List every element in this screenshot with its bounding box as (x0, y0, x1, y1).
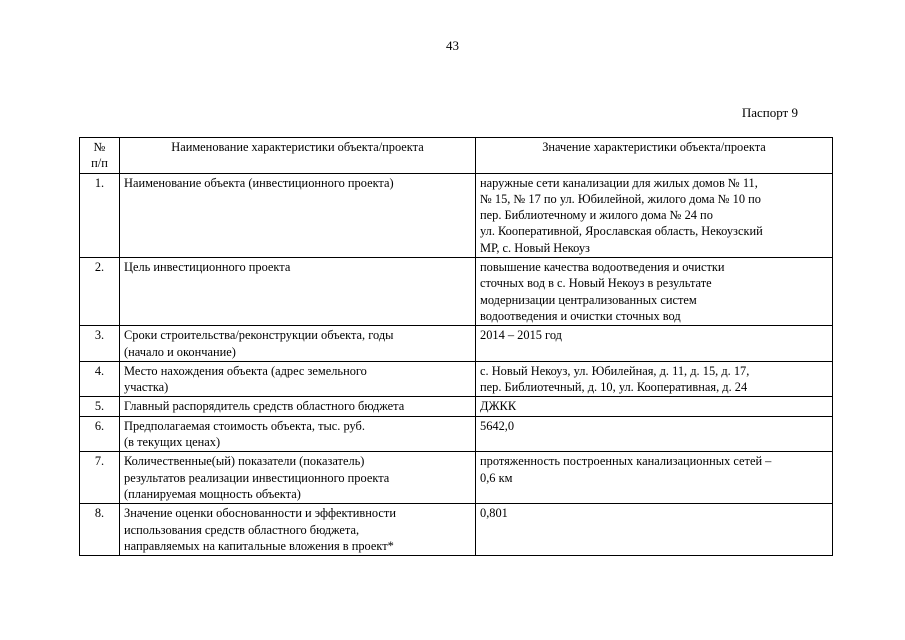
row-value: 0,801 (476, 504, 833, 556)
table-body (80, 173, 833, 556)
header-row (80, 138, 833, 174)
row-characteristic: Наименование объекта (инвестиционного проекта) (120, 173, 476, 257)
row-number: 6. (80, 416, 120, 452)
table-row (80, 361, 833, 397)
row-characteristic: Главный распорядитель средств областного бюджета (120, 397, 476, 416)
row-characteristic: Место нахождения объекта (адрес земельного участка) (120, 361, 476, 397)
row-number: 1. (80, 173, 120, 257)
page-number: 43 (446, 38, 459, 53)
table-row (80, 326, 833, 362)
row-characteristic: Предполагаемая стоимость объекта, тыс. руб. (в текущих ценах) (120, 416, 476, 452)
table-header (80, 138, 833, 174)
row-number: 5. (80, 397, 120, 416)
table-row (80, 258, 833, 326)
row-number: 3. (80, 326, 120, 362)
row-value: наружные сети канализации для жилых домов № 11, № 15, № 17 по ул. Юбилейной, жилого дома № 10 по пер. Библиотечному и жилого дома № 24 по ул. Кооперативной, Ярославская область, Некоузский МР, с. Новый Некоуз (476, 173, 833, 257)
row-characteristic: Количественные(ый) показатели (показатель) результатов реализации инвестиционного проекта (планируемая мощность объекта) (120, 452, 476, 504)
table-row (80, 416, 833, 452)
row-number: 4. (80, 361, 120, 397)
header-name: Наименование характеристики объекта/проекта (120, 138, 476, 174)
row-number: 2. (80, 258, 120, 326)
row-value: 2014 – 2015 год (476, 326, 833, 362)
passport-table (79, 137, 833, 556)
row-value: с. Новый Некоуз, ул. Юбилейная, д. 11, д. 15, д. 17, пер. Библиотечный, д. 10, ул. Кооперативная, д. 24 (476, 361, 833, 397)
table-row (80, 504, 833, 556)
passport-label: Паспорт 9 (741, 105, 798, 120)
row-characteristic: Сроки строительства/реконструкции объекта, годы (начало и окончание) (120, 326, 476, 362)
header-num: № п/п (80, 138, 120, 174)
table-row (80, 452, 833, 504)
table-row (80, 173, 833, 257)
header-value: Значение характеристики объекта/проекта (476, 138, 833, 174)
row-value: 5642,0 (476, 416, 833, 452)
row-value: ДЖКК (476, 397, 833, 416)
row-number: 8. (80, 504, 120, 556)
row-characteristic: Цель инвестиционного проекта (120, 258, 476, 326)
row-value: протяженность построенных канализационных сетей – 0,6 км (476, 452, 833, 504)
row-value: повышение качества водоотведения и очистки сточных вод в с. Новый Некоуз в результате модернизации централизованных систем водоотведения и очистки сточных вод (476, 258, 833, 326)
row-number: 7. (80, 452, 120, 504)
table-row (80, 397, 833, 416)
row-characteristic: Значение оценки обоснованности и эффективности использования средств областного бюджета, направляемых на капитальные вложения в проект* (120, 504, 476, 556)
